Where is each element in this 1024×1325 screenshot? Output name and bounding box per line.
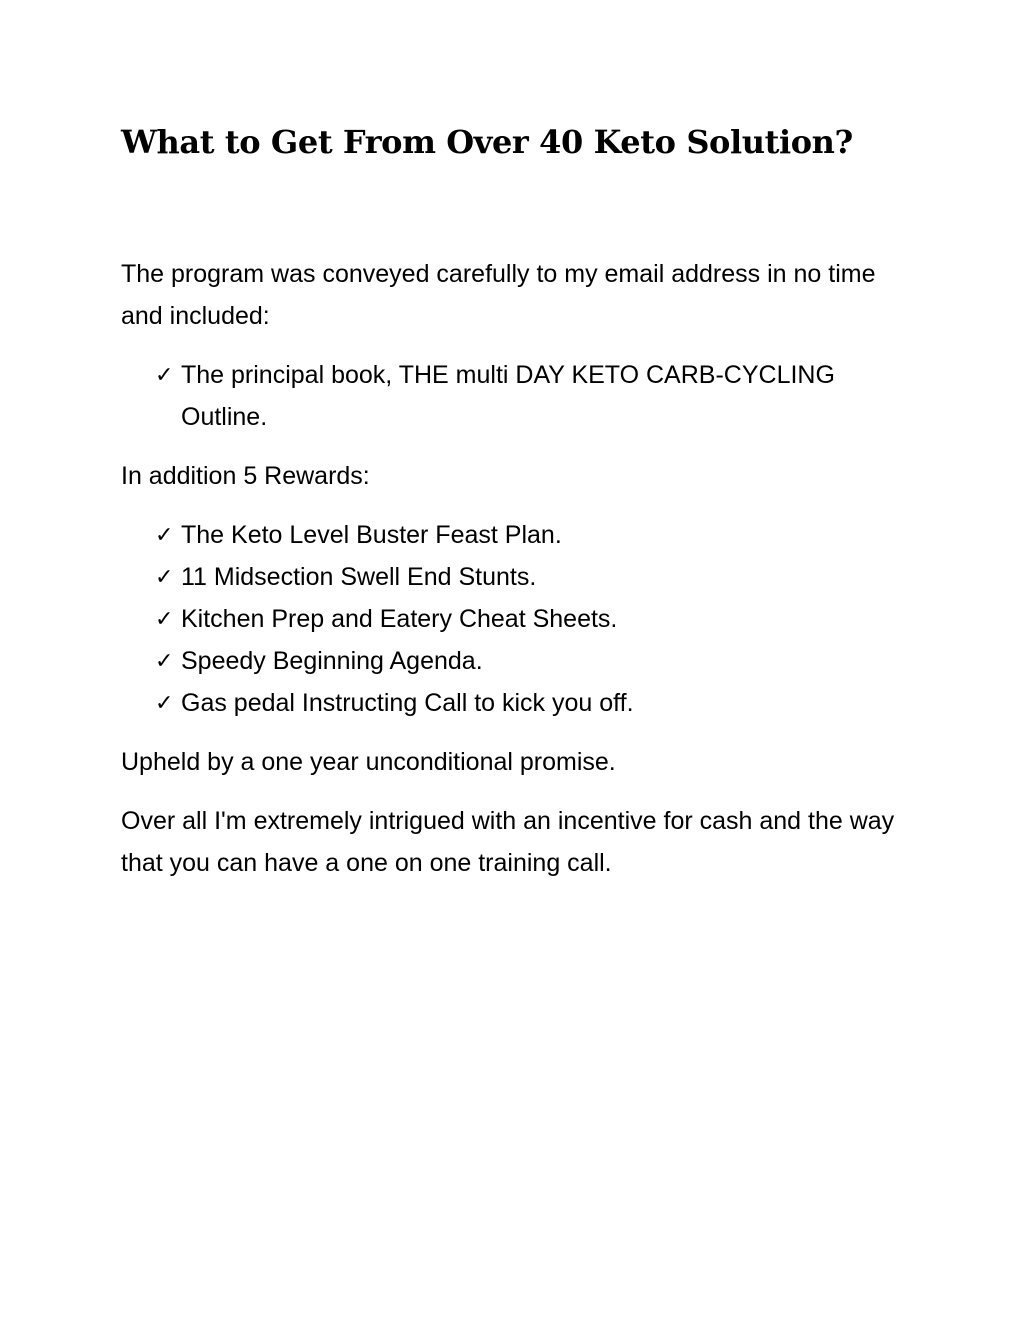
bonus-items-list bbox=[121, 514, 911, 724]
checkmark-icon: ✓ bbox=[155, 606, 174, 631]
list-item-text: Speedy Beginning Agenda. bbox=[181, 647, 483, 675]
list-item-text: Kitchen Prep and Eatery Cheat Sheets. bbox=[181, 605, 618, 633]
list-item bbox=[155, 354, 911, 438]
checkmark-icon: ✓ bbox=[155, 522, 174, 547]
list-item bbox=[155, 514, 911, 556]
included-items-list bbox=[121, 354, 911, 438]
bonus-intro-paragraph: In addition 5 Rewards: bbox=[121, 462, 370, 490]
closing-paragraph: Over all I'm extremely intrigued with an incentive for cash and the way that you can have a one on one training call. bbox=[121, 807, 895, 877]
list-item bbox=[155, 556, 911, 598]
intro-paragraph: The program was conveyed carefully to my email address in no time and included: bbox=[121, 260, 876, 330]
list-item-text: 11 Midsection Swell End Stunts. bbox=[181, 563, 537, 591]
list-item bbox=[155, 682, 911, 724]
list-item bbox=[155, 640, 911, 682]
checkmark-icon: ✓ bbox=[155, 690, 174, 715]
page-title: What to Get From Over 40 Keto Solution? bbox=[121, 123, 853, 161]
checkmark-icon: ✓ bbox=[155, 362, 174, 387]
list-item-text: The Keto Level Buster Feast Plan. bbox=[181, 521, 562, 549]
list-item bbox=[155, 598, 911, 640]
document-body bbox=[121, 253, 911, 901]
guarantee-paragraph: Upheld by a one year unconditional promise. bbox=[121, 748, 616, 776]
list-item-text: Gas pedal Instructing Call to kick you off. bbox=[181, 689, 634, 717]
checkmark-icon: ✓ bbox=[155, 564, 174, 589]
list-item-text: The principal book, THE multi DAY KETO CARB-CYCLING Outline. bbox=[181, 361, 835, 431]
checkmark-icon: ✓ bbox=[155, 648, 174, 673]
